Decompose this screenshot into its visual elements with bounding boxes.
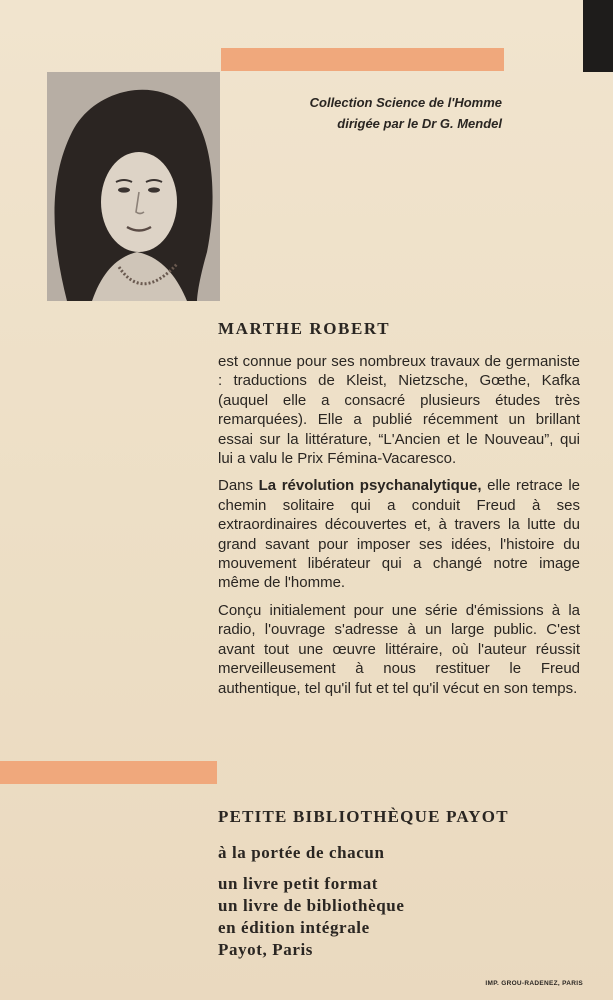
feature-line: un livre petit format: [218, 874, 379, 893]
printer-credit: IMP. GROU-RADENEZ, PARIS: [485, 980, 583, 987]
author-biography: [218, 352, 580, 706]
feature-line: un livre de bibliothèque: [218, 896, 405, 915]
decorative-band-top: [221, 48, 504, 71]
series-tagline: à la portée de chacun: [218, 843, 385, 862]
edge-mark: [583, 0, 613, 72]
collection-title: Collection Science de l'Homme: [309, 95, 502, 110]
author-portrait: [47, 72, 220, 301]
bio-p2-rest: elle retrace le chemin solitaire qui a conduit Freud à ses extraordinaires découvertes et, à travers la lutte du grand savant pour imposer ses idées, l'histoire du mouvement libérateur qui a changé notre image même de l'homme.: [218, 477, 580, 592]
portrait-image: [47, 72, 220, 301]
author-name: MARTHE ROBERT: [218, 319, 391, 338]
collection-director: dirigée par le Dr G. Mendel: [337, 116, 502, 131]
feature-line: en édition intégrale: [218, 918, 370, 937]
bio-paragraph-2: [218, 476, 580, 592]
series-name: PETITE BIBLIOTHÈQUE PAYOT: [218, 807, 509, 826]
book-title: La révolution psychanalytique,: [258, 477, 482, 495]
bio-paragraph-1: est connue pour ses nombreux travaux de germaniste : traductions de Kleist, Nietzsche, Gœthe, Kafka (auquel elle a consacré plusieurs études très remarquées). Elle a publié récemment un brillant essai sur la littérature, “L'Ancien et le Nouveau”, qui lui a valu le Prix Fémina-Vacaresco.: [218, 353, 580, 468]
collection-info: [250, 92, 502, 134]
series-features: [218, 873, 404, 961]
bio-p2-start: Dans: [218, 477, 259, 495]
bio-paragraph-3: Conçu initialement pour une série d'émissions à la radio, l'ouvrage s'adresse à un large public. C'est avant tout une œuvre littéraire, où l'auteur réussit merveilleusement à nous restituer le Freud authentique, tel qu'il fut et tel qu'il vécut en son temps.: [218, 601, 580, 697]
publisher-line: Payot, Paris: [218, 940, 314, 959]
decorative-band-middle: [0, 761, 217, 784]
